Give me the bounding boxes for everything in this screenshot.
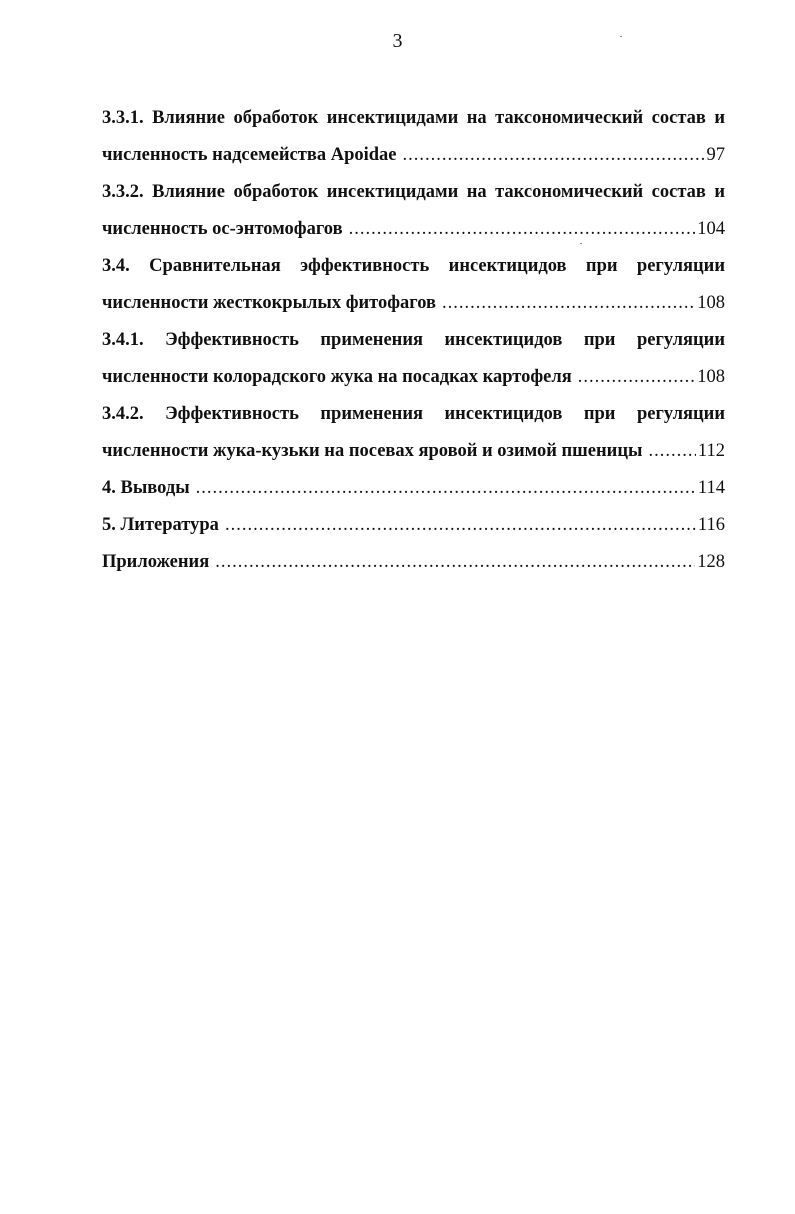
toc-entry-page: 116 — [697, 515, 725, 535]
page-number: 3 — [392, 30, 403, 52]
toc-entry-page: 114 — [697, 478, 725, 498]
toc-entry-leader-line — [102, 437, 725, 474]
toc-entry-3-3-2 — [102, 178, 725, 252]
toc-entry-title: 4. Выводы — [102, 478, 190, 498]
toc-entry-page: 128 — [697, 552, 725, 572]
toc-entry-page: 97 — [706, 145, 725, 165]
toc-entry-3-4-1 — [102, 326, 725, 400]
toc-entry-4 — [102, 474, 725, 511]
toc-entry-title: численности жука-кузьки на посевах яровой и озимой пшеницы — [102, 441, 643, 461]
toc-entry-page: 112 — [697, 441, 725, 461]
dot-leader — [578, 363, 695, 392]
toc-entry-title: 5. Литература — [102, 515, 219, 535]
toc-entry-3-4 — [102, 252, 725, 326]
toc-entry-3-4-2 — [102, 400, 725, 474]
toc-entry-leader-line — [102, 289, 725, 326]
toc-entry-5 — [102, 511, 725, 548]
toc-entry-3-3-1 — [102, 104, 725, 178]
scan-speck — [580, 243, 582, 244]
toc-entry-appendices — [102, 548, 725, 585]
toc-entry-title: численность надсемейства Apoidae — [102, 145, 397, 165]
dot-leader — [648, 437, 695, 466]
toc-entry-title: численность ос-энтомофагов — [102, 219, 343, 239]
toc-entry-heading: 3.3.2. Влияние обработок инсектицидами на таксономический состав и — [102, 182, 725, 202]
dot-leader — [196, 474, 696, 503]
toc-entry-heading: 3.4.1. Эффективность применения инсектицидов при регуляции — [102, 330, 725, 350]
toc-entry-heading: 3.4. Сравнительная эффективность инсектицидов при регуляции — [102, 256, 725, 276]
toc-entry-leader-line — [102, 141, 725, 178]
toc-entry-leader-line — [102, 215, 725, 252]
toc-entry-page: 108 — [697, 293, 725, 313]
toc-entry-page: 104 — [697, 219, 725, 239]
table-of-contents — [102, 104, 725, 585]
toc-entry-leader-line — [102, 511, 725, 548]
toc-entry-heading: 3.3.1. Влияние обработок инсектицидами на таксономический состав и — [102, 108, 725, 128]
scan-speck — [620, 36, 622, 37]
toc-entry-title: Приложения — [102, 552, 210, 572]
toc-entry-page: 108 — [697, 367, 725, 387]
dot-leader — [349, 215, 696, 244]
toc-entry-leader-line — [102, 363, 725, 400]
toc-entry-leader-line — [102, 474, 725, 511]
dot-leader — [215, 548, 695, 577]
dot-leader — [442, 289, 695, 318]
dot-leader — [403, 141, 705, 170]
dot-leader — [225, 511, 696, 540]
toc-entry-leader-line — [102, 548, 725, 585]
toc-entry-heading: 3.4.2. Эффективность применения инсектицидов при регуляции — [102, 404, 725, 424]
toc-entry-title: численности жесткокрылых фитофагов — [102, 293, 437, 313]
toc-entry-title: численности колорадского жука на посадках картофеля — [102, 367, 572, 387]
